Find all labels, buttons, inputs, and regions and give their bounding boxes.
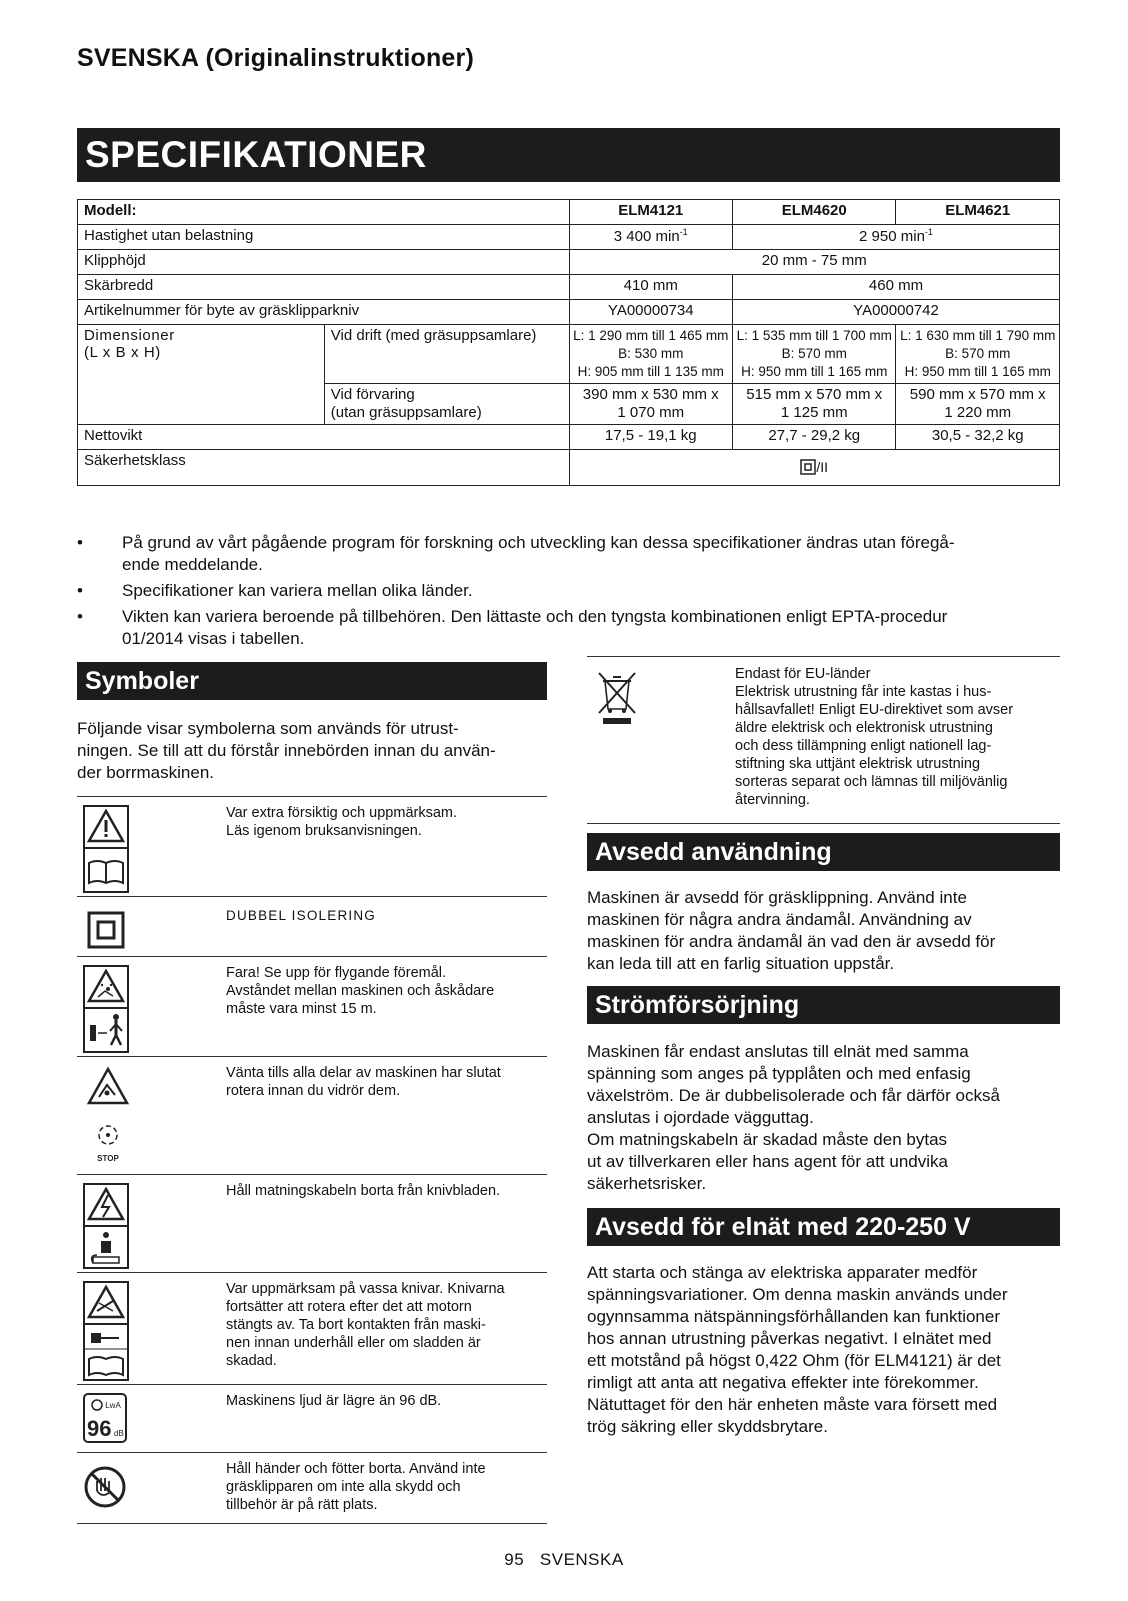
symbol-text: Vänta tills alla delar av maskinen har slutat rotera innan du vidrör dem.	[226, 1065, 501, 1099]
dimensions-storage-3: 590 mm x 570 mm x 1 220 mm	[896, 384, 1060, 425]
spec-row-safety-class	[78, 450, 1060, 486]
weight-value-2: 27,7 - 29,2 kg	[732, 425, 895, 450]
weight-value-3: 30,5 - 32,2 kg	[896, 425, 1060, 450]
symbol-text: Maskinens ljud är lägre än 96 dB.	[226, 1393, 442, 1409]
power-supply-heading: Strömförsörjning	[587, 986, 1060, 1024]
spec-row-dimensions-operation	[78, 325, 1060, 384]
cable-blade-icon	[83, 1183, 129, 1269]
cut-width-value-1: 410 mm	[569, 275, 732, 300]
warning-manual-icon	[83, 805, 129, 893]
symbol-text: Var extra försiktig och uppmärksam. Läs igenom bruksanvisningen.	[226, 805, 458, 839]
weee-notice	[587, 656, 1060, 824]
keep-hands-away-icon	[83, 1465, 127, 1509]
model-elm4621: ELM4621	[896, 200, 1060, 225]
symbol-row-rotating-stop	[77, 1056, 547, 1174]
power-supply-text: Maskinen får endast anslutas till elnät med samma spänning som anges på typplåten och med enfasig växelström. De är dubbelisolerade och får därför också anslutas i ojordade vägguttag. Om matningskabeln är skadad måste den bytas ut av tillverkaren eller hans agent för att undvika säkerhetsrisker.	[587, 1042, 1000, 1193]
note-item: • På grund av vårt pågående program för forskning och utveckling kan dessa specifikationer ändras utan föregå- ende meddelande.	[77, 533, 955, 574]
weee-bin-icon	[595, 669, 639, 725]
flying-objects-icon	[83, 965, 129, 1053]
intended-use-heading: Avsedd användning	[587, 833, 1060, 871]
model-label: Modell:	[78, 200, 570, 225]
svg-text:96: 96	[87, 1416, 112, 1441]
cut-width-label: Skärbredd	[78, 275, 570, 300]
cut-height-label: Klipphöjd	[78, 250, 570, 275]
symbol-text: Håll matningskabeln borta från knivbladen.	[226, 1183, 501, 1199]
symbols-intro: Följande visar symbolerna som används för utrust- ningen. Se till att du förstår innebörden innan du använ- der borrmaskinen.	[77, 719, 496, 782]
double-insulation-icon	[87, 911, 125, 949]
symbols-heading: Symboler	[77, 662, 547, 700]
symbol-row-flying-objects	[77, 956, 547, 1056]
symbol-row-hands	[77, 1452, 547, 1524]
mains-text: Att starta och stänga av elektriska apparater medför spänningsvariationer. Om denna maskin används under ogynnsamma nätspänningsförhållanden kan funktioner hos annan utrustning påverkas negativt. I elnätet med ett motstånd på högst 0,422 Ohm (för ELM4121) är det rimligt att anta att negativa effekter inte förekommer. Nätuttaget för den här enheten måste vara försett med trög säkring eller skyddsbrytare.	[587, 1263, 1008, 1436]
symbol-text: Var uppmärksam på vassa knivar. Knivarna fortsätter att rotera efter det att motorn stängts av. Ta bort kontakten från maski- nen innan underhåll eller om sladden är skadad.	[226, 1281, 505, 1369]
note-item: • Vikten kan variera beroende på tillbehören. Den lättaste och den tyngsta kombinationen enligt EPTA-procedur 01/2014 visas i tabellen.	[77, 607, 948, 648]
cut-height-value: 20 mm - 75 mm	[569, 250, 1060, 275]
dimensions-operation-label: Vid drift (med gräsuppsamlare)	[324, 325, 569, 384]
note-item: • Specifikationer kan variera mellan olika länder.	[77, 581, 473, 600]
spec-row-model	[78, 200, 1060, 225]
speed-value-23: 2 950 $\min^{-1}$	[732, 225, 1059, 250]
intended-use-text: Maskinen är avsedd för gräsklippning. Använd inte maskinen för några andra ändamål. Användning av maskinen för andra ändamål än vad den är avsedd för kan leda till att en farlig situation uppstår.	[587, 888, 996, 973]
symbol-text: Håll händer och fötter borta. Använd inte gräsklipparen om inte alla skydd och tillbehör är på rätt plats.	[226, 1461, 486, 1513]
specifications-heading: SPECIFIKATIONER	[77, 128, 1060, 182]
weight-label: Nettovikt	[78, 425, 570, 450]
sharp-blades-icon	[83, 1281, 129, 1381]
weight-value-1: 17,5 - 19,1 kg	[569, 425, 732, 450]
spec-row-speed	[78, 225, 1060, 250]
footer-language: SVENSKA	[539, 1550, 624, 1569]
symbols-table	[77, 796, 547, 1524]
dimensions-operation-3: L: 1 630 mm till 1 790 mm B: 570 mm H: 950 mm till 1 165 mm	[896, 325, 1060, 384]
symbol-row-warning	[77, 796, 547, 896]
dimensions-operation-2: L: 1 535 mm till 1 700 mm B: 570 mm H: 950 mm till 1 165 mm	[732, 325, 895, 384]
svg-text:LwA: LwA	[105, 1401, 121, 1410]
noise-level-icon	[83, 1393, 127, 1443]
rotating-blade-stop-icon	[83, 1065, 133, 1165]
page-footer	[0, 1550, 1128, 1570]
speed-value-1: 3 400 $\min^{-1}$	[569, 225, 732, 250]
symbol-row-sharp-blades	[77, 1272, 547, 1384]
symbol-text: DUBBEL ISOLERING	[226, 908, 376, 923]
spec-row-blade-part	[78, 300, 1060, 325]
spec-row-cut-width	[78, 275, 1060, 300]
symbol-row-cable	[77, 1174, 547, 1272]
model-elm4121: ELM4121	[569, 200, 732, 225]
dimensions-storage-1: 390 mm x 530 mm x 1 070 mm	[569, 384, 732, 425]
double-insulation-icon	[800, 459, 816, 475]
weee-text: Endast för EU-länder Elektrisk utrustning får inte kastas i hus- hållsavfallet! Enligt EU-direktivet som avser äldre elektrisk och elektronisk utrustning och dess tillämpning enligt nationell lag- stiftning ska uttjänt elektrisk utrustning sorteras separat och lämnas till miljövänlig återvinning.	[735, 666, 1014, 808]
safety-class-label: Säkerhetsklass	[78, 450, 570, 486]
blade-part-label: Artikelnummer för byte av gräsklipparkniv	[78, 300, 570, 325]
dimensions-storage-label: Vid förvaring (utan gräsuppsamlare)	[324, 384, 569, 425]
safety-class-value: /II	[569, 450, 1060, 486]
page-language-title: SVENSKA (Originalinstruktioner)	[77, 44, 474, 72]
symbol-text: Fara! Se upp för flygande föremål. Avståndet mellan maskinen och åskådare måste vara minst 15 m.	[226, 965, 495, 1017]
speed-label: Hastighet utan belastning	[78, 225, 570, 250]
dimensions-operation-1: L: 1 290 mm till 1 465 mm B: 530 mm H: 905 mm till 1 135 mm	[569, 325, 732, 384]
specifications-table	[77, 199, 1060, 486]
dimensions-label: Dimensioner (L x B x H)	[78, 325, 325, 425]
spec-notes	[77, 532, 1067, 650]
svg-text:dB: dB	[114, 1429, 124, 1438]
model-elm4620: ELM4620	[732, 200, 895, 225]
blade-part-value-1: YA00000734	[569, 300, 732, 325]
mains-heading: Avsedd för elnät med 220-250 V	[587, 1208, 1060, 1246]
blade-part-value-23: YA00000742	[732, 300, 1059, 325]
cut-width-value-23: 460 mm	[732, 275, 1059, 300]
dimensions-storage-2: 515 mm x 570 mm x 1 125 mm	[732, 384, 895, 425]
spec-row-weight	[78, 425, 1060, 450]
page-number: 95	[504, 1550, 525, 1569]
symbol-row-noise	[77, 1384, 547, 1452]
spec-row-cut-height	[78, 250, 1060, 275]
symbol-row-double-insulation	[77, 896, 547, 956]
svg-text:STOP: STOP	[97, 1154, 119, 1163]
